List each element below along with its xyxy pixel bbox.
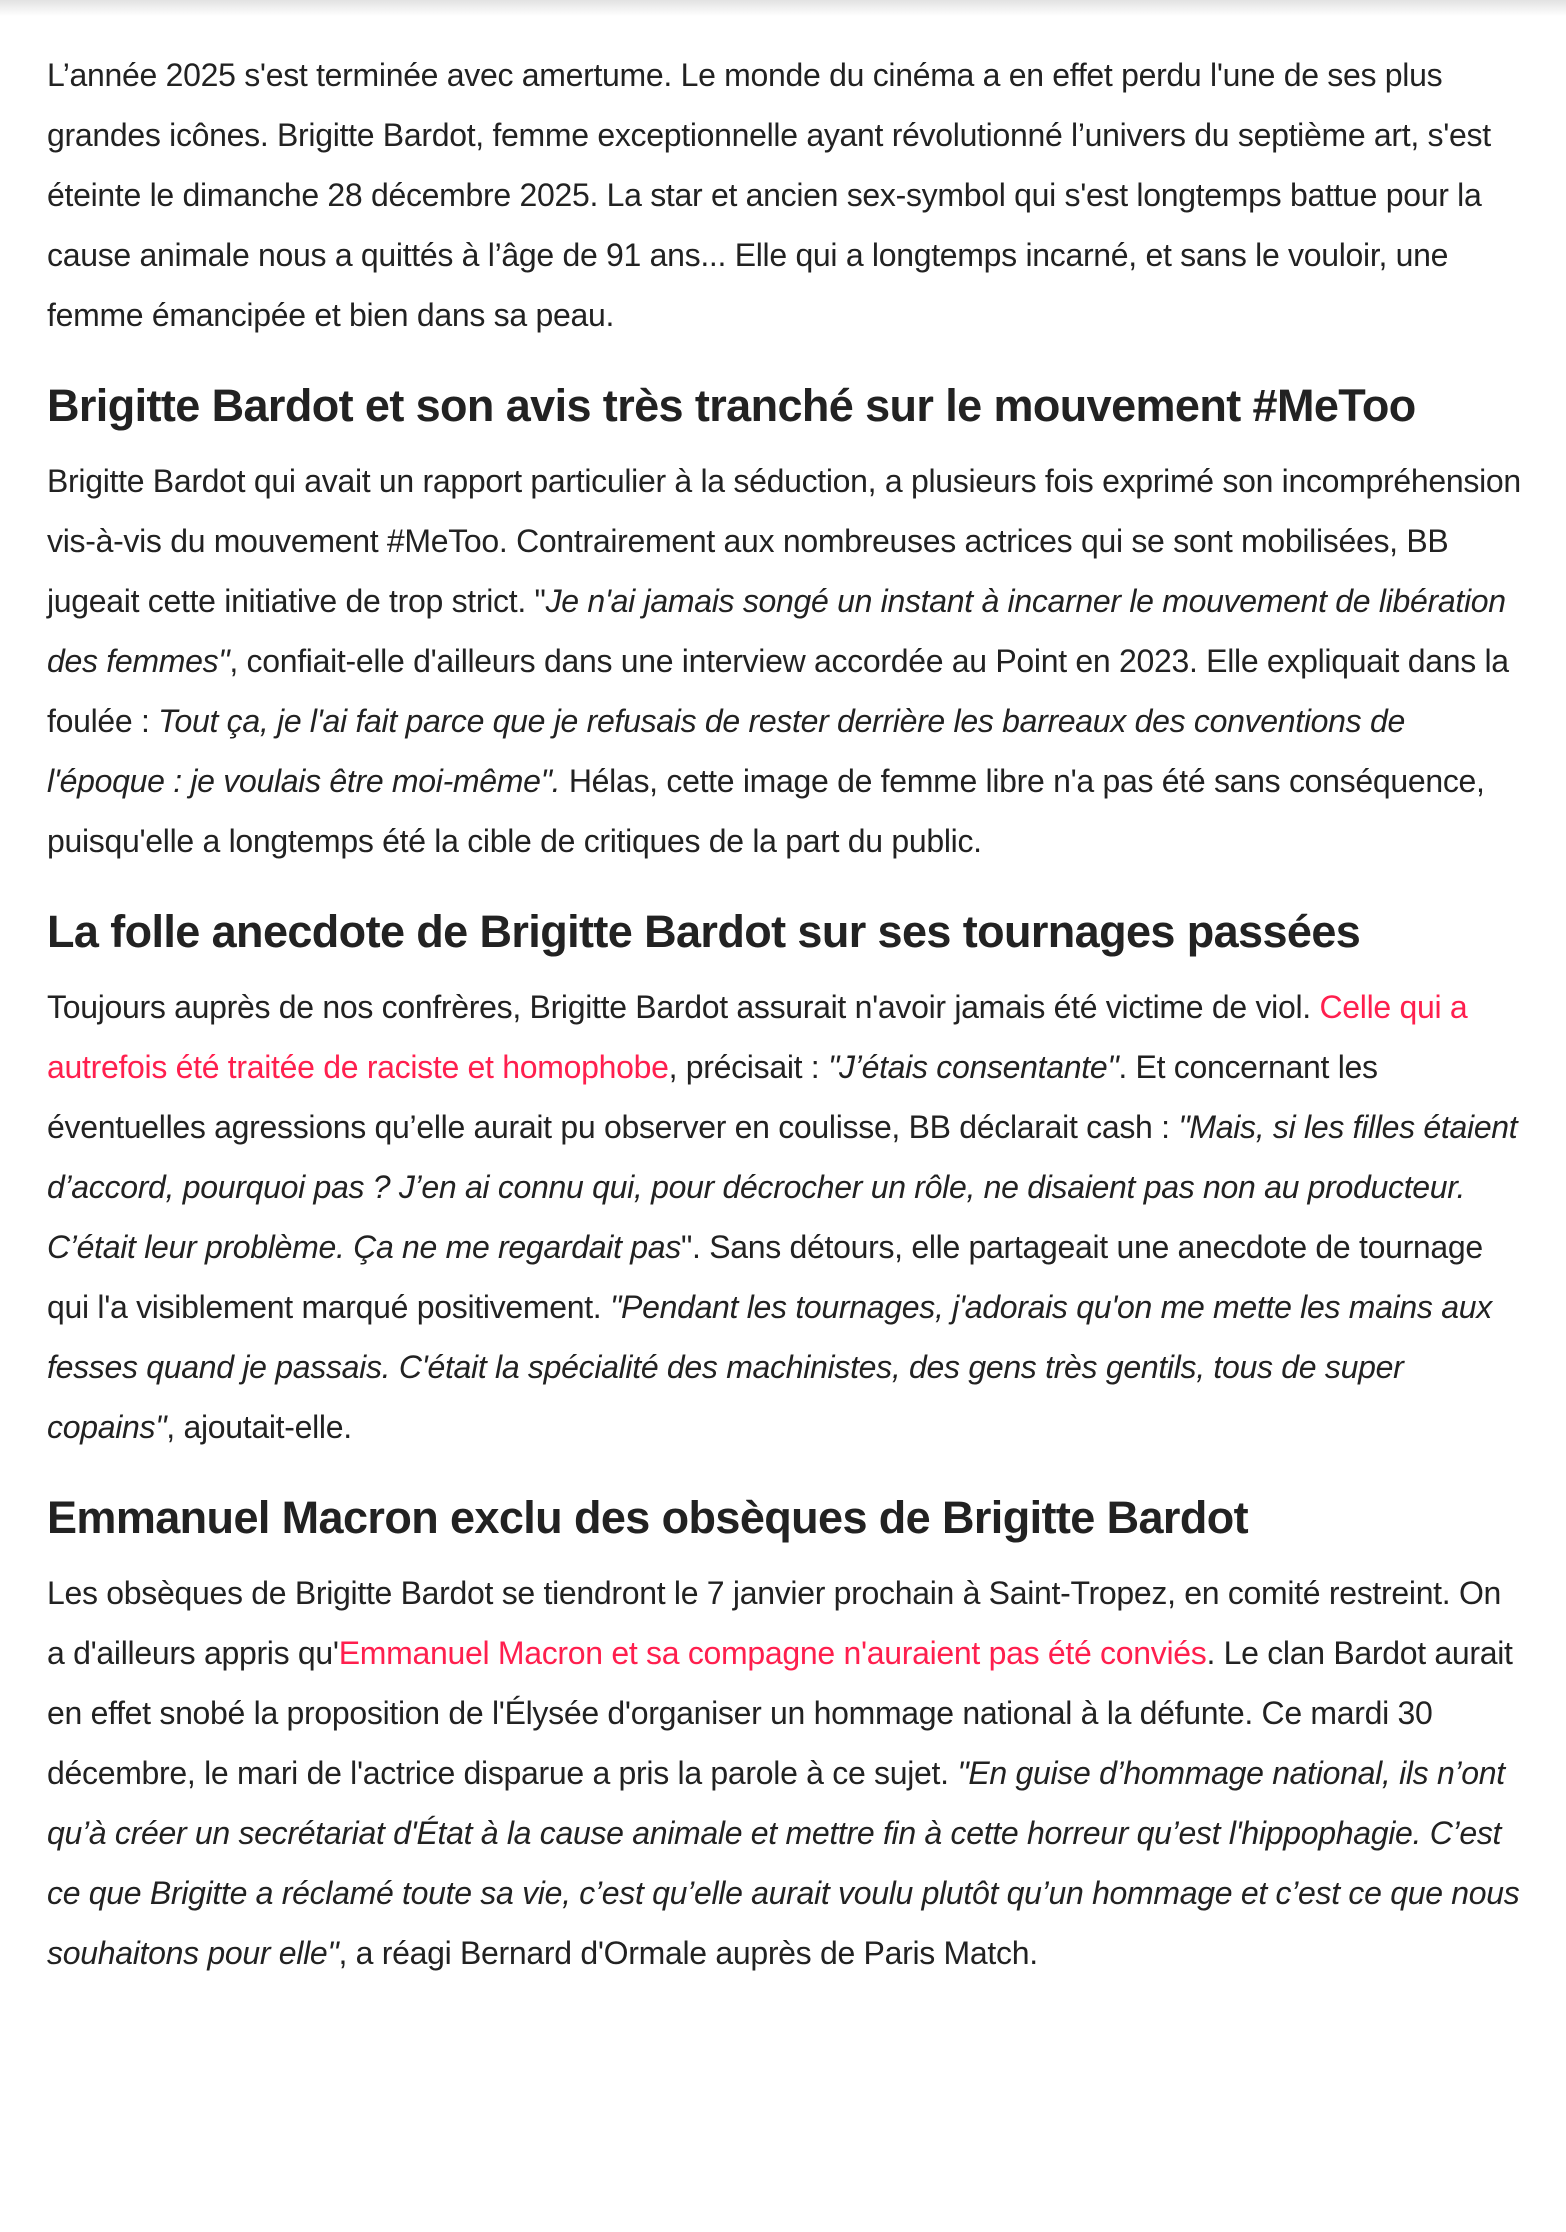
quote-text: "Pendant les tournages, j'adorais qu'on me mette les mains aux fesses quand je passais. C'était la spécialité des machinistes, des gens très gentils, tous de super copains"	[47, 1289, 1492, 1445]
body-text: ". Sans détours, elle partageait une anecdote de tournage qui l'a visiblement marqué positivement.	[47, 1229, 1483, 1325]
article-link[interactable]: Emmanuel Macron et sa compagne n'auraient pas été conviés	[338, 1635, 1207, 1671]
body-text: Les obsèques de Brigitte Bardot se tiendront le 7 janvier prochain à Saint-Tropez, en comité restreint. On a d'ailleurs appris qu'	[47, 1575, 1502, 1671]
heading-macron	[47, 1492, 1527, 1543]
body-text: Toujours auprès de nos confrères, Brigitte Bardot assurait n'avoir jamais été victime de viol.	[47, 989, 1320, 1025]
body-text: , ajoutait-elle.	[166, 1409, 352, 1445]
anecdote-paragraph	[47, 977, 1527, 1457]
body-text: . Le clan Bardot aurait en effet snobé la proposition de l'Élysée d'organiser un hommage national à la défunte. Ce mardi 30 décembre, le mari de l'actrice disparue a pris la parole à ce sujet.	[47, 1635, 1513, 1791]
body-text: , confiait-elle d'ailleurs dans une interview accordée au Point en 2023. Elle expliquait dans la foulée :	[47, 643, 1509, 739]
body-text: , a réagi Bernard d'Ormale auprès de Paris Match.	[338, 1935, 1038, 1971]
body-text: . Et concernant les éventuelles agressions qu’elle aurait pu observer en coulisse, BB déclarait cash :	[47, 1049, 1378, 1145]
heading-anecdote	[47, 906, 1527, 957]
body-text: Brigitte Bardot qui avait un rapport particulier à la séduction, a plusieurs fois exprimé son incompréhension vis-à-vis du mouvement #MeToo. Contrairement aux nombreuses actrices qui se sont mobilisées, BB jugeait cette initiative de trop strict. "	[47, 463, 1521, 619]
top-shadow	[0, 0, 1566, 16]
metoo-paragraph	[47, 451, 1527, 871]
body-text: Emmanuel Macron exclu des obsèques de Brigitte Bardot	[47, 1492, 1248, 1543]
body-text: La folle anecdote de Brigitte Bardot sur ses tournages passées	[47, 906, 1361, 957]
body-text: L’année 2025 s'est terminée avec amertume. Le monde du cinéma a en effet perdu l'une de ses plus grandes icônes. Brigitte Bardot, femme exceptionnelle ayant révolutionné l’univers du septième art, s'est éteinte le dimanche 28 décembre 2025. La star et ancien sex-symbol qui s'est longtemps battue pour la cause animale nous a quittés à l’âge de 91 ans... Elle qui a longtemps incarné, et sans le vouloir, une femme émancipée et bien dans sa peau.	[47, 57, 1491, 333]
article-body	[47, 45, 1527, 1983]
quote-text: "En guise d’hommage national, ils n’ont qu’à créer un secrétariat d'État à la cause animale et mettre fin à cette horreur qu’est l'hippophagie. C’est ce que Brigitte a réclamé toute sa vie, c’est qu’elle aurait voulu plutôt qu’un hommage et c’est ce que nous souhaitons pour elle"	[47, 1755, 1520, 1971]
quote-text: Tout ça, je l'ai fait parce que je refusais de rester derrière les barreaux des conventions de l'époque : je voulais être moi-même".	[47, 703, 1405, 799]
macron-paragraph	[47, 1563, 1527, 1983]
article-link[interactable]: Celle qui a autrefois été traitée de raciste et homophobe	[47, 989, 1468, 1085]
body-text: Hélas, cette image de femme libre n'a pas été sans conséquence, puisqu'elle a longtemps été la cible de critiques de la part du public.	[47, 763, 1485, 859]
quote-text: Je n'ai jamais songé un instant à incarner le mouvement de libération des femmes"	[47, 583, 1506, 679]
body-text: Brigitte Bardot et son avis très tranché sur le mouvement #MeToo	[47, 380, 1416, 431]
intro-paragraph	[47, 45, 1527, 345]
body-text: , précisait :	[668, 1049, 828, 1085]
quote-text: "J’étais consentante"	[828, 1049, 1119, 1085]
heading-metoo	[47, 380, 1527, 431]
quote-text: "Mais, si les filles étaient d’accord, pourquoi pas ? J’en ai connu qui, pour décrocher un rôle, ne disaient pas non au producteur. C’était leur problème. Ça ne me regardait pas	[47, 1109, 1518, 1265]
